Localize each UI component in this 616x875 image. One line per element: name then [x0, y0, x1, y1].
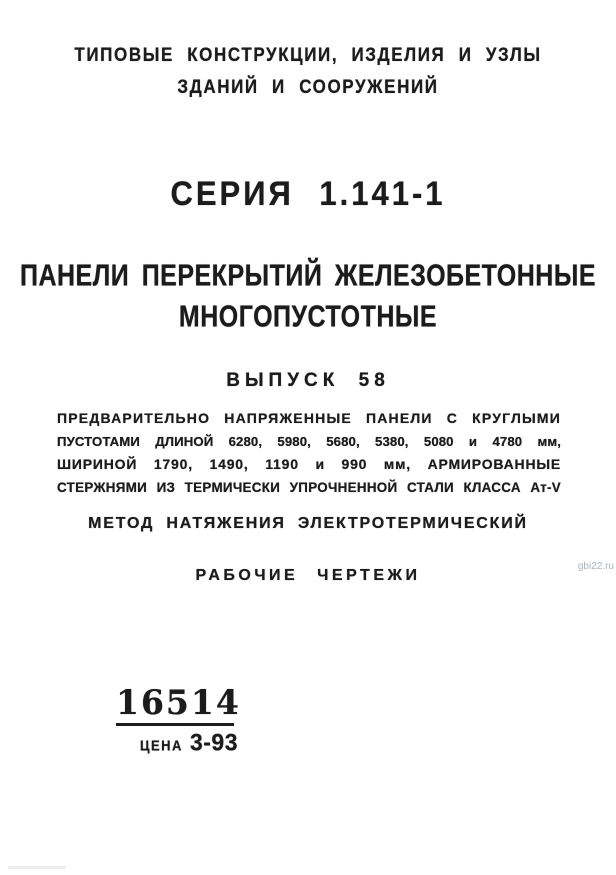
- price-label: ЦЕНА: [140, 736, 183, 754]
- drawings-line: РАБОЧИЕ ЧЕРТЕЖИ: [195, 567, 421, 584]
- series-title: СЕРИЯ 1.141-1: [170, 173, 446, 214]
- stamp-underline: [116, 723, 234, 726]
- site-watermark: gbi22.ru: [577, 561, 614, 572]
- stamp-number: 16514: [116, 682, 241, 723]
- method-line: МЕТОД НАТЯЖЕНИЯ ЭЛЕКТРОТЕРМИЧЕСКИЙ: [88, 515, 528, 532]
- issue-label: ВЫПУСК 58: [226, 370, 390, 391]
- header-line-2: ЗДАНИЙ И СООРУЖЕНИЙ: [177, 75, 439, 98]
- price-stamp: [116, 682, 241, 756]
- description-line: ПРЕДВАРИТЕЛЬНО НАПРЯЖЕННЫЕ ПАНЕЛИ С КРУГЛЫМИ: [57, 410, 561, 426]
- price-value: 3-93: [189, 727, 238, 756]
- main-title-line-2: МНОГОПУСТОТНЫЕ: [178, 299, 438, 334]
- description-line: СТЕРЖНЯМИ ИЗ ТЕРМИЧЕСКИ УПРОЧНЕННОЙ СТАЛИ КЛАССА Ат-V: [57, 480, 561, 495]
- main-title-line-1: ПАНЕЛИ ПЕРЕКРЫТИЙ ЖЕЛЕЗОБЕТОННЫЕ: [19, 258, 597, 293]
- description-line: ШИРИНОЙ 1790, 1490, 1190 и 990 мм, АРМИРОВАННЫЕ: [57, 456, 561, 472]
- description-line: ПУСТОТАМИ ДЛИНОЙ 6280, 5980, 5680, 5380, 5080 и 4780 мм,: [57, 434, 561, 449]
- header-line-1: ТИПОВЫЕ КОНСТРУКЦИИ, ИЗДЕЛИЯ И УЗЛЫ: [74, 43, 542, 66]
- description-paragraph: [57, 407, 561, 499]
- scan-artifact: [8, 866, 66, 869]
